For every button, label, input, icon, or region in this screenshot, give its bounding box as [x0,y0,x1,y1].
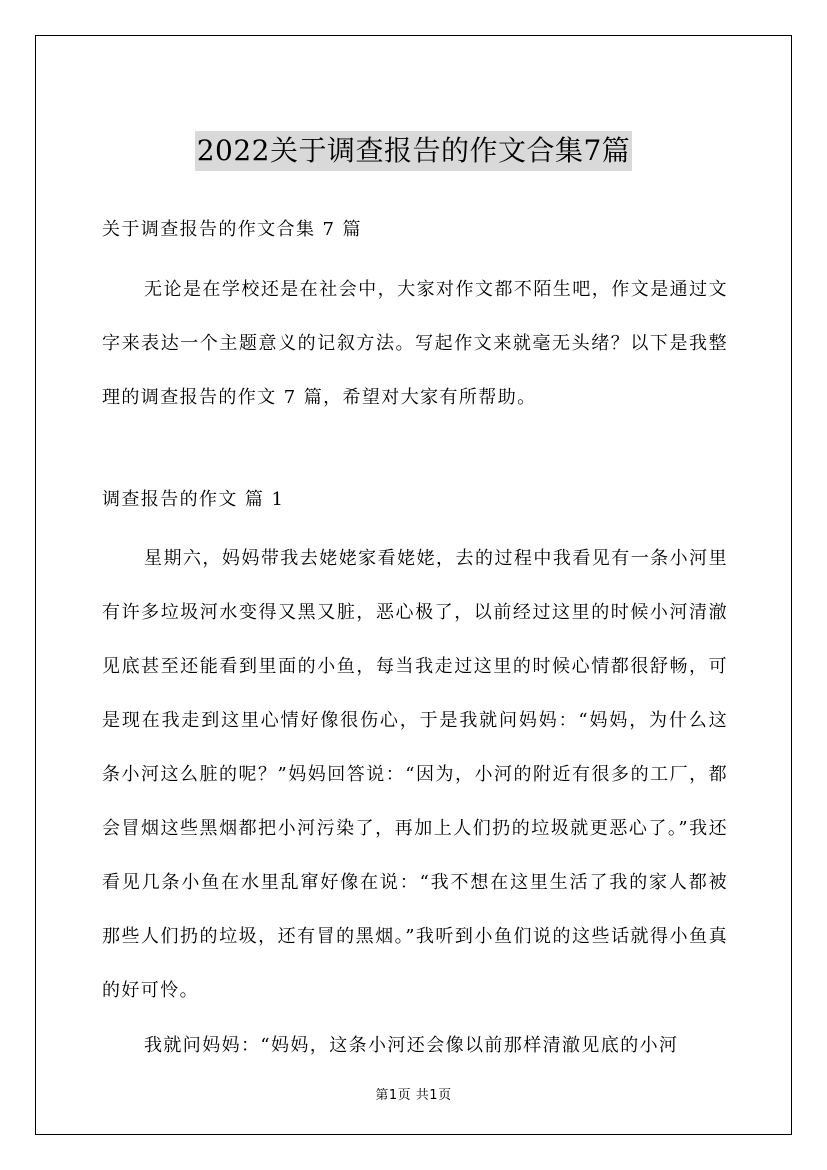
document-page [35,35,792,1135]
title-container [36,131,791,171]
document-title: 2022关于调查报告的作文合集7篇 [195,131,633,171]
body-paragraph-2: 我就问妈妈：“妈妈，这条小河还会像以前那样清澈见底的小河 [144,1035,679,1056]
section-heading: 调查报告的作文 篇 1 [102,489,285,510]
body-paragraph-1: 星期六，妈妈带我去姥姥家看姥姥，去的过程中我看见有一条小河里有许多垃圾河水变得又黑又脏，恶心极了，以前经过这里的时候小河清澈见底甚至还能看到里面的小鱼，每当我走过这里的时候心情都很舒畅，可是现在我走到这里心情好像很伤心，于是我就问妈妈：“妈妈，为什么这条小河这么脏的呢？”妈妈回答说：“因为，小河的附近有很多的工厂，都会冒烟这些黑烟都把小河污染了，再加上人们扔的垃圾就更恶心了。”我还看见几条小鱼在水里乱窜好像在说：“我不想在这里生活了我的家人都被那些人们扔的垃圾，还有冒的黑烟。”我听到小鱼们说的这些话就得小鱼真的好可怜。 [102,548,728,1001]
document-subtitle: 关于调查报告的作文合集 7 篇 [102,219,362,240]
intro-paragraph: 无论是在学校还是在社会中，大家对作文都不陌生吧，作文是通过文字来表达一个主题意义的记叙方法。写起作文来就毫无头绪？以下是我整理的调查报告的作文 7 篇，希望对大家有所帮助。 [102,279,728,408]
page-footer: 第1页 共1页 [375,1088,452,1103]
